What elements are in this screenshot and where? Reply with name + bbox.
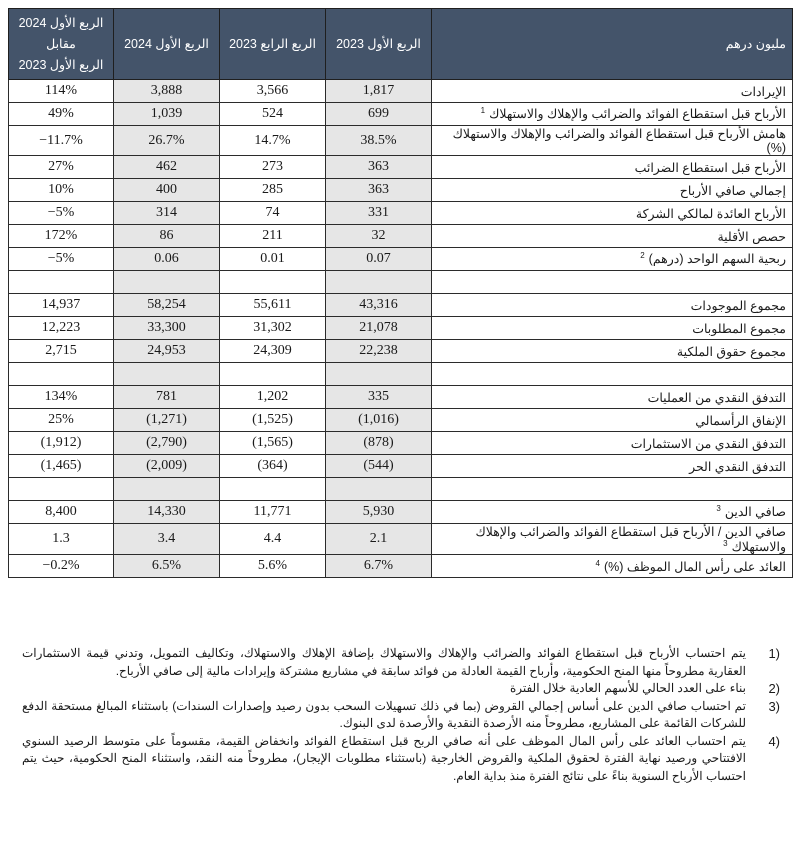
cell-q4-2023: (1,525)	[220, 409, 326, 432]
table-header-row	[9, 9, 793, 80]
row-label-cell	[432, 524, 793, 555]
spacer-cell	[326, 363, 432, 386]
cell-q4-2023: 1,202	[220, 386, 326, 409]
cell-q1-2023: 363	[326, 156, 432, 179]
table-row	[9, 340, 793, 363]
cell-q4-2023: 74	[220, 202, 326, 225]
row-label: ربحية السهم الواحد (درهم)	[648, 252, 786, 267]
cell-change: 1.3	[9, 524, 114, 555]
row-label: حصص الأقلية	[717, 229, 786, 244]
header-unit-label: مليون درهم	[432, 9, 793, 80]
row-label-cell	[432, 225, 793, 248]
row-label-cell	[432, 156, 793, 179]
header-change-line2: مقابل	[46, 36, 76, 51]
spacer-cell	[326, 478, 432, 501]
cell-q1-2023: 5,930	[326, 501, 432, 524]
footnote-number: 4)	[768, 733, 780, 749]
row-label-cell	[432, 202, 793, 225]
table-row	[9, 317, 793, 340]
cell-q1-2024: (2,790)	[114, 432, 220, 455]
spacer-cell	[220, 478, 326, 501]
cell-q1-2024: 462	[114, 156, 220, 179]
row-label: الإيرادات	[740, 84, 786, 99]
cell-q1-2023: 335	[326, 386, 432, 409]
row-label-cell	[432, 432, 793, 455]
cell-q4-2023: 273	[220, 156, 326, 179]
footnote-ref: 4	[595, 558, 600, 568]
cell-change: 10%	[9, 179, 114, 202]
cell-change: 8,400	[9, 501, 114, 524]
footnote-text: يتم احتساب الأرباح قبل استقطاع الفوائد والضرائب والإهلاك والاستهلاك بإضافة الإهلاك والاستهلاك، وتكاليف التمويل، وتدني قيمة الاستثمارات العقارية مطروحاً منها المنح الحكومية، وأرباح القيمة العادلة من فوائد سابقة في مشاريع مشتركة وإيرادات مالية إلى صافي الأرباح.	[22, 646, 746, 678]
row-label: إجمالي صافي الأرباح	[679, 183, 786, 198]
row-label-cell	[432, 555, 793, 578]
cell-change: 114%	[9, 80, 114, 103]
table-body	[9, 80, 793, 578]
footnote-text: تم احتساب صافي الدين على أساس إجمالي القروض (بما في ذلك تسهيلات السحب بدون رصيد وإصدارات السندات) باستثناء المبالغ مستحقة الدفع للشركات القائمة على المشاريع، مطروحاً منه الأرصدة النقدية والأرصدة لدى البنوك.	[22, 698, 746, 730]
cell-q4-2023: 285	[220, 179, 326, 202]
cell-q4-2023: 4.4	[220, 524, 326, 555]
table-row	[9, 524, 793, 555]
cell-q1-2024: 400	[114, 179, 220, 202]
table-row	[9, 248, 793, 271]
footnote-item	[22, 698, 780, 733]
cell-q4-2023: (364)	[220, 455, 326, 478]
cell-q1-2023: 32	[326, 225, 432, 248]
cell-q1-2024: 781	[114, 386, 220, 409]
cell-change: 49%	[9, 103, 114, 126]
spacer-cell	[114, 271, 220, 294]
spacer-cell	[114, 478, 220, 501]
cell-change: −0.2%	[9, 555, 114, 578]
cell-q4-2023: 211	[220, 225, 326, 248]
row-label-cell	[432, 386, 793, 409]
row-label-cell	[432, 126, 793, 156]
table-row	[9, 294, 793, 317]
footnote-text: يتم احتساب العائد على رأس المال الموظف على أنه صافي الربح قبل استقطاع الفوائد وانخفاض القيمة، مقسوماً على متوسط الرصيد السنوي الافتتاحي ورصيد نهاية الفترة لحقوق الملكية والقروض الخارجية (باستثناء مطلوبات الإيجار)، مطروحاً منه النقد، واستثناء المنح الحكومية، حيث يتم احتساب الأرباح السنوية بناءً على نتائج الفترة منذ بداية العام.	[22, 733, 746, 783]
row-label: الأرباح قبل استقطاع الفوائد والضرائب والإهلاك والاستهلاك	[489, 107, 786, 122]
spacer-cell	[326, 271, 432, 294]
spacer-cell	[9, 271, 114, 294]
header-change-line1: الربع الأول 2024	[18, 15, 104, 30]
cell-change: 25%	[9, 409, 114, 432]
footnote-ref: 3	[716, 504, 721, 514]
spacer-cell	[432, 478, 793, 501]
spacer-row	[9, 271, 793, 294]
cell-q4-2023: 31,302	[220, 317, 326, 340]
cell-change: 2,715	[9, 340, 114, 363]
row-label: مجموع الموجودات	[690, 298, 786, 313]
row-label: التدفق النقدي من الاستثمارات	[630, 436, 786, 451]
header-q1-2024: الربع الأول 2024	[114, 9, 220, 80]
cell-q1-2023: 363	[326, 179, 432, 202]
cell-q1-2023: (878)	[326, 432, 432, 455]
cell-change: 134%	[9, 386, 114, 409]
footnote-number: 2)	[768, 681, 780, 696]
cell-q1-2024: 6.5%	[114, 555, 220, 578]
cell-q1-2024: 3.4	[114, 524, 220, 555]
cell-q4-2023: 524	[220, 103, 326, 126]
row-label: التدفق النقدي من العمليات	[647, 390, 786, 405]
cell-change: −5%	[9, 202, 114, 225]
header-q1-2023: الربع الأول 2023	[326, 9, 432, 80]
cell-q1-2024: 58,254	[114, 294, 220, 317]
table-row	[9, 179, 793, 202]
row-label: الإنفاق الرأسمالي	[695, 413, 786, 428]
cell-change: 14,937	[9, 294, 114, 317]
cell-q1-2023: 43,316	[326, 294, 432, 317]
cell-q1-2023: 331	[326, 202, 432, 225]
row-label: صافي الدين / الأرباح قبل استقطاع الفوائد والضرائب والإهلاك والاستهلاك	[475, 525, 786, 555]
row-label: مجموع حقوق الملكية	[676, 344, 786, 359]
cell-q4-2023: 55,611	[220, 294, 326, 317]
table-row	[9, 225, 793, 248]
cell-q4-2023: 5.6%	[220, 555, 326, 578]
footnote-number: 3)	[768, 698, 780, 714]
cell-q1-2024: 24,953	[114, 340, 220, 363]
spacer-row	[9, 478, 793, 501]
header-change	[9, 9, 114, 80]
cell-q1-2023: 0.07	[326, 248, 432, 271]
footnote-item	[22, 645, 780, 680]
footnote-item	[22, 733, 780, 786]
row-label-cell	[432, 501, 793, 524]
footnote-ref: 3	[723, 539, 728, 548]
financial-summary-table-container	[8, 8, 791, 578]
cell-q1-2023: 2.1	[326, 524, 432, 555]
table-row	[9, 103, 793, 126]
cell-q1-2024: 3,888	[114, 80, 220, 103]
row-label-cell	[432, 179, 793, 202]
cell-change: −11.7%	[9, 126, 114, 156]
cell-q1-2023: 6.7%	[326, 555, 432, 578]
footnotes	[22, 645, 780, 785]
spacer-cell	[220, 271, 326, 294]
cell-change: 27%	[9, 156, 114, 179]
spacer-cell	[432, 363, 793, 386]
cell-q1-2023: 699	[326, 103, 432, 126]
row-label: العائد على رأس المال الموظف (%)	[603, 559, 786, 574]
cell-q1-2024: 0.06	[114, 248, 220, 271]
cell-q1-2024: 86	[114, 225, 220, 248]
cell-q4-2023: 3,566	[220, 80, 326, 103]
financial-summary-table	[8, 8, 793, 578]
cell-change: 12,223	[9, 317, 114, 340]
spacer-row	[9, 363, 793, 386]
row-label-cell	[432, 80, 793, 103]
table-row	[9, 501, 793, 524]
table-row	[9, 455, 793, 478]
header-q4-2023: الربع الرابع 2023	[220, 9, 326, 80]
cell-q1-2024: 1,039	[114, 103, 220, 126]
footnote-number: 1)	[768, 646, 780, 661]
cell-q1-2024: (2,009)	[114, 455, 220, 478]
row-label-cell	[432, 103, 793, 126]
cell-q1-2024: (1,271)	[114, 409, 220, 432]
footnote-text: بناء على العدد الحالي للأسهم العادية خلال الفترة	[509, 681, 746, 695]
row-label-cell	[432, 248, 793, 271]
cell-q4-2023: 11,771	[220, 501, 326, 524]
table-row	[9, 156, 793, 179]
cell-q1-2023: 22,238	[326, 340, 432, 363]
table-row	[9, 432, 793, 455]
row-label-cell	[432, 294, 793, 317]
footnote-item	[22, 680, 780, 698]
row-label: صافي الدين	[724, 505, 786, 520]
row-label: الأرباح العائدة لمالكي الشركة	[635, 206, 786, 221]
spacer-cell	[9, 478, 114, 501]
cell-q1-2023: 21,078	[326, 317, 432, 340]
table-row	[9, 126, 793, 156]
spacer-cell	[114, 363, 220, 386]
row-label-cell	[432, 455, 793, 478]
cell-q1-2023: (1,016)	[326, 409, 432, 432]
cell-change: 172%	[9, 225, 114, 248]
row-label-cell	[432, 340, 793, 363]
row-label: الأرباح قبل استقطاع الضرائب	[634, 160, 786, 175]
cell-change: −5%	[9, 248, 114, 271]
spacer-cell	[9, 363, 114, 386]
cell-q1-2024: 14,330	[114, 501, 220, 524]
row-label: هامش الأرباح قبل استقطاع الفوائد والضرائب والإهلاك والاستهلاك (%)	[452, 127, 786, 155]
table-row	[9, 409, 793, 432]
footnote-ref: 2	[640, 251, 645, 261]
table-row	[9, 80, 793, 103]
table-row	[9, 386, 793, 409]
cell-q1-2024: 314	[114, 202, 220, 225]
row-label: التدفق النقدي الحر	[689, 459, 786, 474]
cell-q1-2023: 1,817	[326, 80, 432, 103]
cell-q1-2024: 33,300	[114, 317, 220, 340]
row-label-cell	[432, 409, 793, 432]
cell-q4-2023: 14.7%	[220, 126, 326, 156]
cell-change: (1,912)	[9, 432, 114, 455]
table-row	[9, 202, 793, 225]
row-label-cell	[432, 317, 793, 340]
row-label: مجموع المطلوبات	[692, 321, 786, 336]
spacer-cell	[432, 271, 793, 294]
cell-q4-2023: 24,309	[220, 340, 326, 363]
cell-q1-2024: 26.7%	[114, 126, 220, 156]
cell-q1-2023: 38.5%	[326, 126, 432, 156]
cell-q1-2023: (544)	[326, 455, 432, 478]
header-change-line3: الربع الأول 2023	[18, 57, 104, 72]
table-row	[9, 555, 793, 578]
cell-change: (1,465)	[9, 455, 114, 478]
footnote-ref: 1	[480, 106, 486, 116]
cell-q4-2023: (1,565)	[220, 432, 326, 455]
cell-q4-2023: 0.01	[220, 248, 326, 271]
spacer-cell	[220, 363, 326, 386]
